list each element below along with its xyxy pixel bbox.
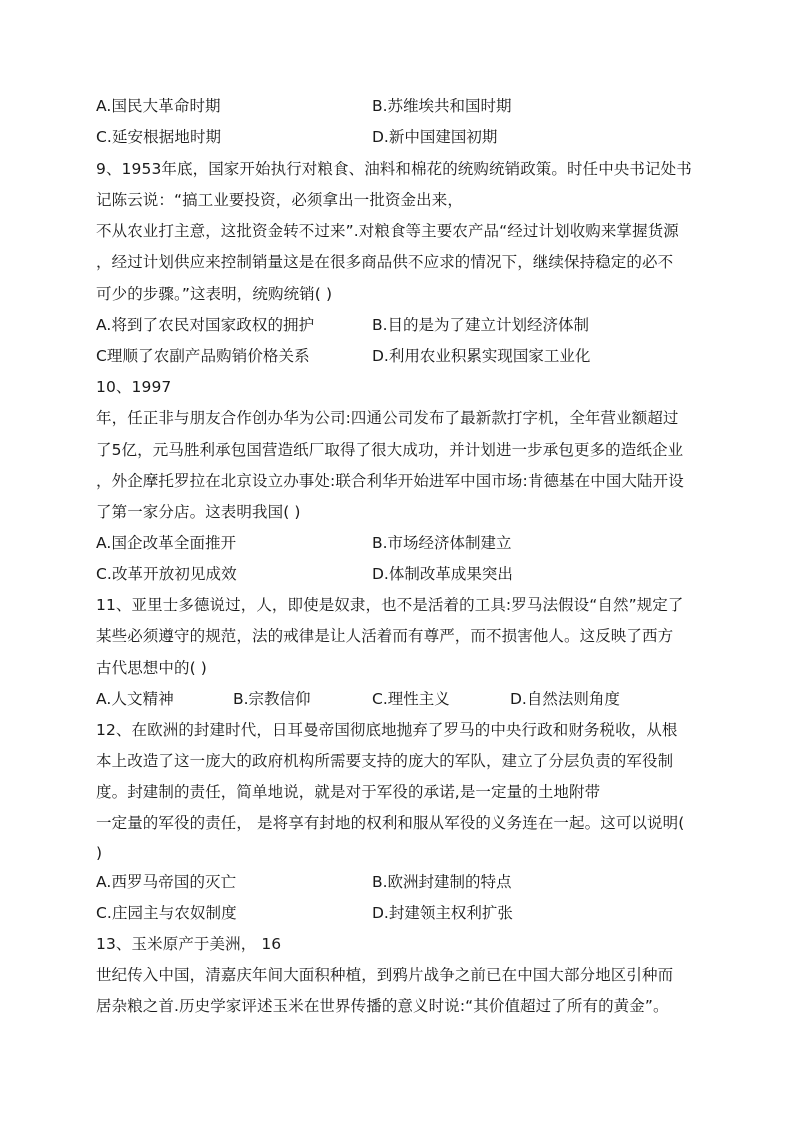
q11-option-d: D.自然法则角度: [510, 690, 620, 708]
q10-option-d: D.体制改革成果突出: [372, 565, 513, 583]
q10-text-line: 了第一家分店。这表明我国( ): [96, 503, 301, 521]
q10-option-c: C.改革开放初见成效: [96, 565, 237, 583]
q10-text-line: ，外企摩托罗拉在北京设立办事处:联合利华开始进军中国市场:肯德基在中国大陆开设: [96, 472, 684, 490]
q12-text-line: ): [96, 844, 103, 862]
q13-text-line: 居杂粮之首.历史学家评述玉米在世界传播的意义时说:“其价值超过了所有的黄金”。: [96, 997, 669, 1015]
q10-text-line: 年，任正非与朋友合作创办华为公司:四通公司发布了最新款打字机，全年营业额超过: [96, 409, 679, 427]
q10-option-a: A.国企改革全面推开: [96, 534, 237, 552]
q13-text-line: 世纪传入中国，清嘉庆年间大面积种植，到鸦片战争之前已在中国大部分地区引种而: [96, 966, 674, 984]
q9-option-b: B.目的是为了建立计划经济体制: [372, 316, 590, 334]
q12-text-line: 一定量的军役的责任， 是将享有封地的权利和服从军役的义务连在一起。这可以说明(: [96, 814, 685, 832]
q11-option-a: A.人文精神: [96, 690, 174, 708]
q11-text-line: 11、亚里士多德说过，人，即使是奴隶，也不是活着的工具:罗马法假设“自然”规定了: [96, 596, 684, 614]
q12-text-line: 12、在欧洲的封建时代，日耳曼帝国彻底地抛弃了罗马的中央行政和财务税收，从根: [96, 721, 678, 739]
q12-option-c: C.庄园主与农奴制度: [96, 904, 237, 922]
q12-option-d: D.封建领主权利扩张: [372, 904, 513, 922]
q12-option-a: A.西罗马帝国的灭亡: [96, 873, 237, 891]
q13-text-line: 13、玉米原产于美洲， 16: [96, 935, 282, 953]
q8-option-c: C.延安根据地时期: [96, 128, 222, 146]
q12-option-b: B.欧洲封建制的特点: [372, 873, 512, 891]
q10-option-b: B.市场经济体制建立: [372, 534, 512, 552]
q9-text-line: 记陈云说：“搞工业要投资，必须拿出一批资金出来，: [96, 191, 463, 209]
q8-option-d: D.新中国建国初期: [372, 128, 498, 146]
q12-text-line: 本上改造了这一庞大的政府机构所需要支持的庞大的军队，建立了分层负责的军役制: [96, 752, 674, 770]
q10-text-line: 10、1997: [96, 378, 172, 396]
q9-text-line: ，经过计划供应来控制销量这是在很多商品供不应求的情况下，继续保持稳定的必不: [96, 253, 674, 271]
q9-option-a: A.将到了农民对国家政权的拥护: [96, 316, 315, 334]
q9-option-d: D.利用农业积累实现国家工业化: [372, 347, 591, 365]
q11-option-b: B.宗教信仰: [233, 690, 311, 708]
q11-option-c: C.理性主义: [372, 690, 450, 708]
q12-text-line: 度。封建制的责任，简单地说，就是对于军役的承诺,是一定量的土地附带: [96, 783, 601, 801]
q10-text-line: 了5亿，元马胜利承包国营造纸厂取得了很大成功，并计划进一步承包更多的造纸企业: [96, 441, 684, 459]
q11-text-line: 某些必须遵守的规范，法的戒律是让人活着而有尊严，而不损害他人。这反映了西方: [96, 627, 674, 645]
q9-text-line: 9、1953年底，国家开始执行对粮食、油料和棉花的统购统销政策。时任中央书记处书: [96, 160, 692, 178]
q9-text-line: 可少的步骤。”这表明，统购统销( ): [96, 285, 333, 303]
q9-option-c: C理顺了农副产品购销价格关系: [96, 347, 310, 365]
q8-option-b: B.苏维埃共和国时期: [372, 97, 512, 115]
q9-text-line: 不从农业打主意，这批资金转不过来”.对粮食等主要农产品“经过计划收购来掌握货源: [96, 222, 679, 240]
q11-text-line: 古代思想中的( ): [96, 659, 207, 677]
q8-option-a: A.国民大革命时期: [96, 97, 221, 115]
